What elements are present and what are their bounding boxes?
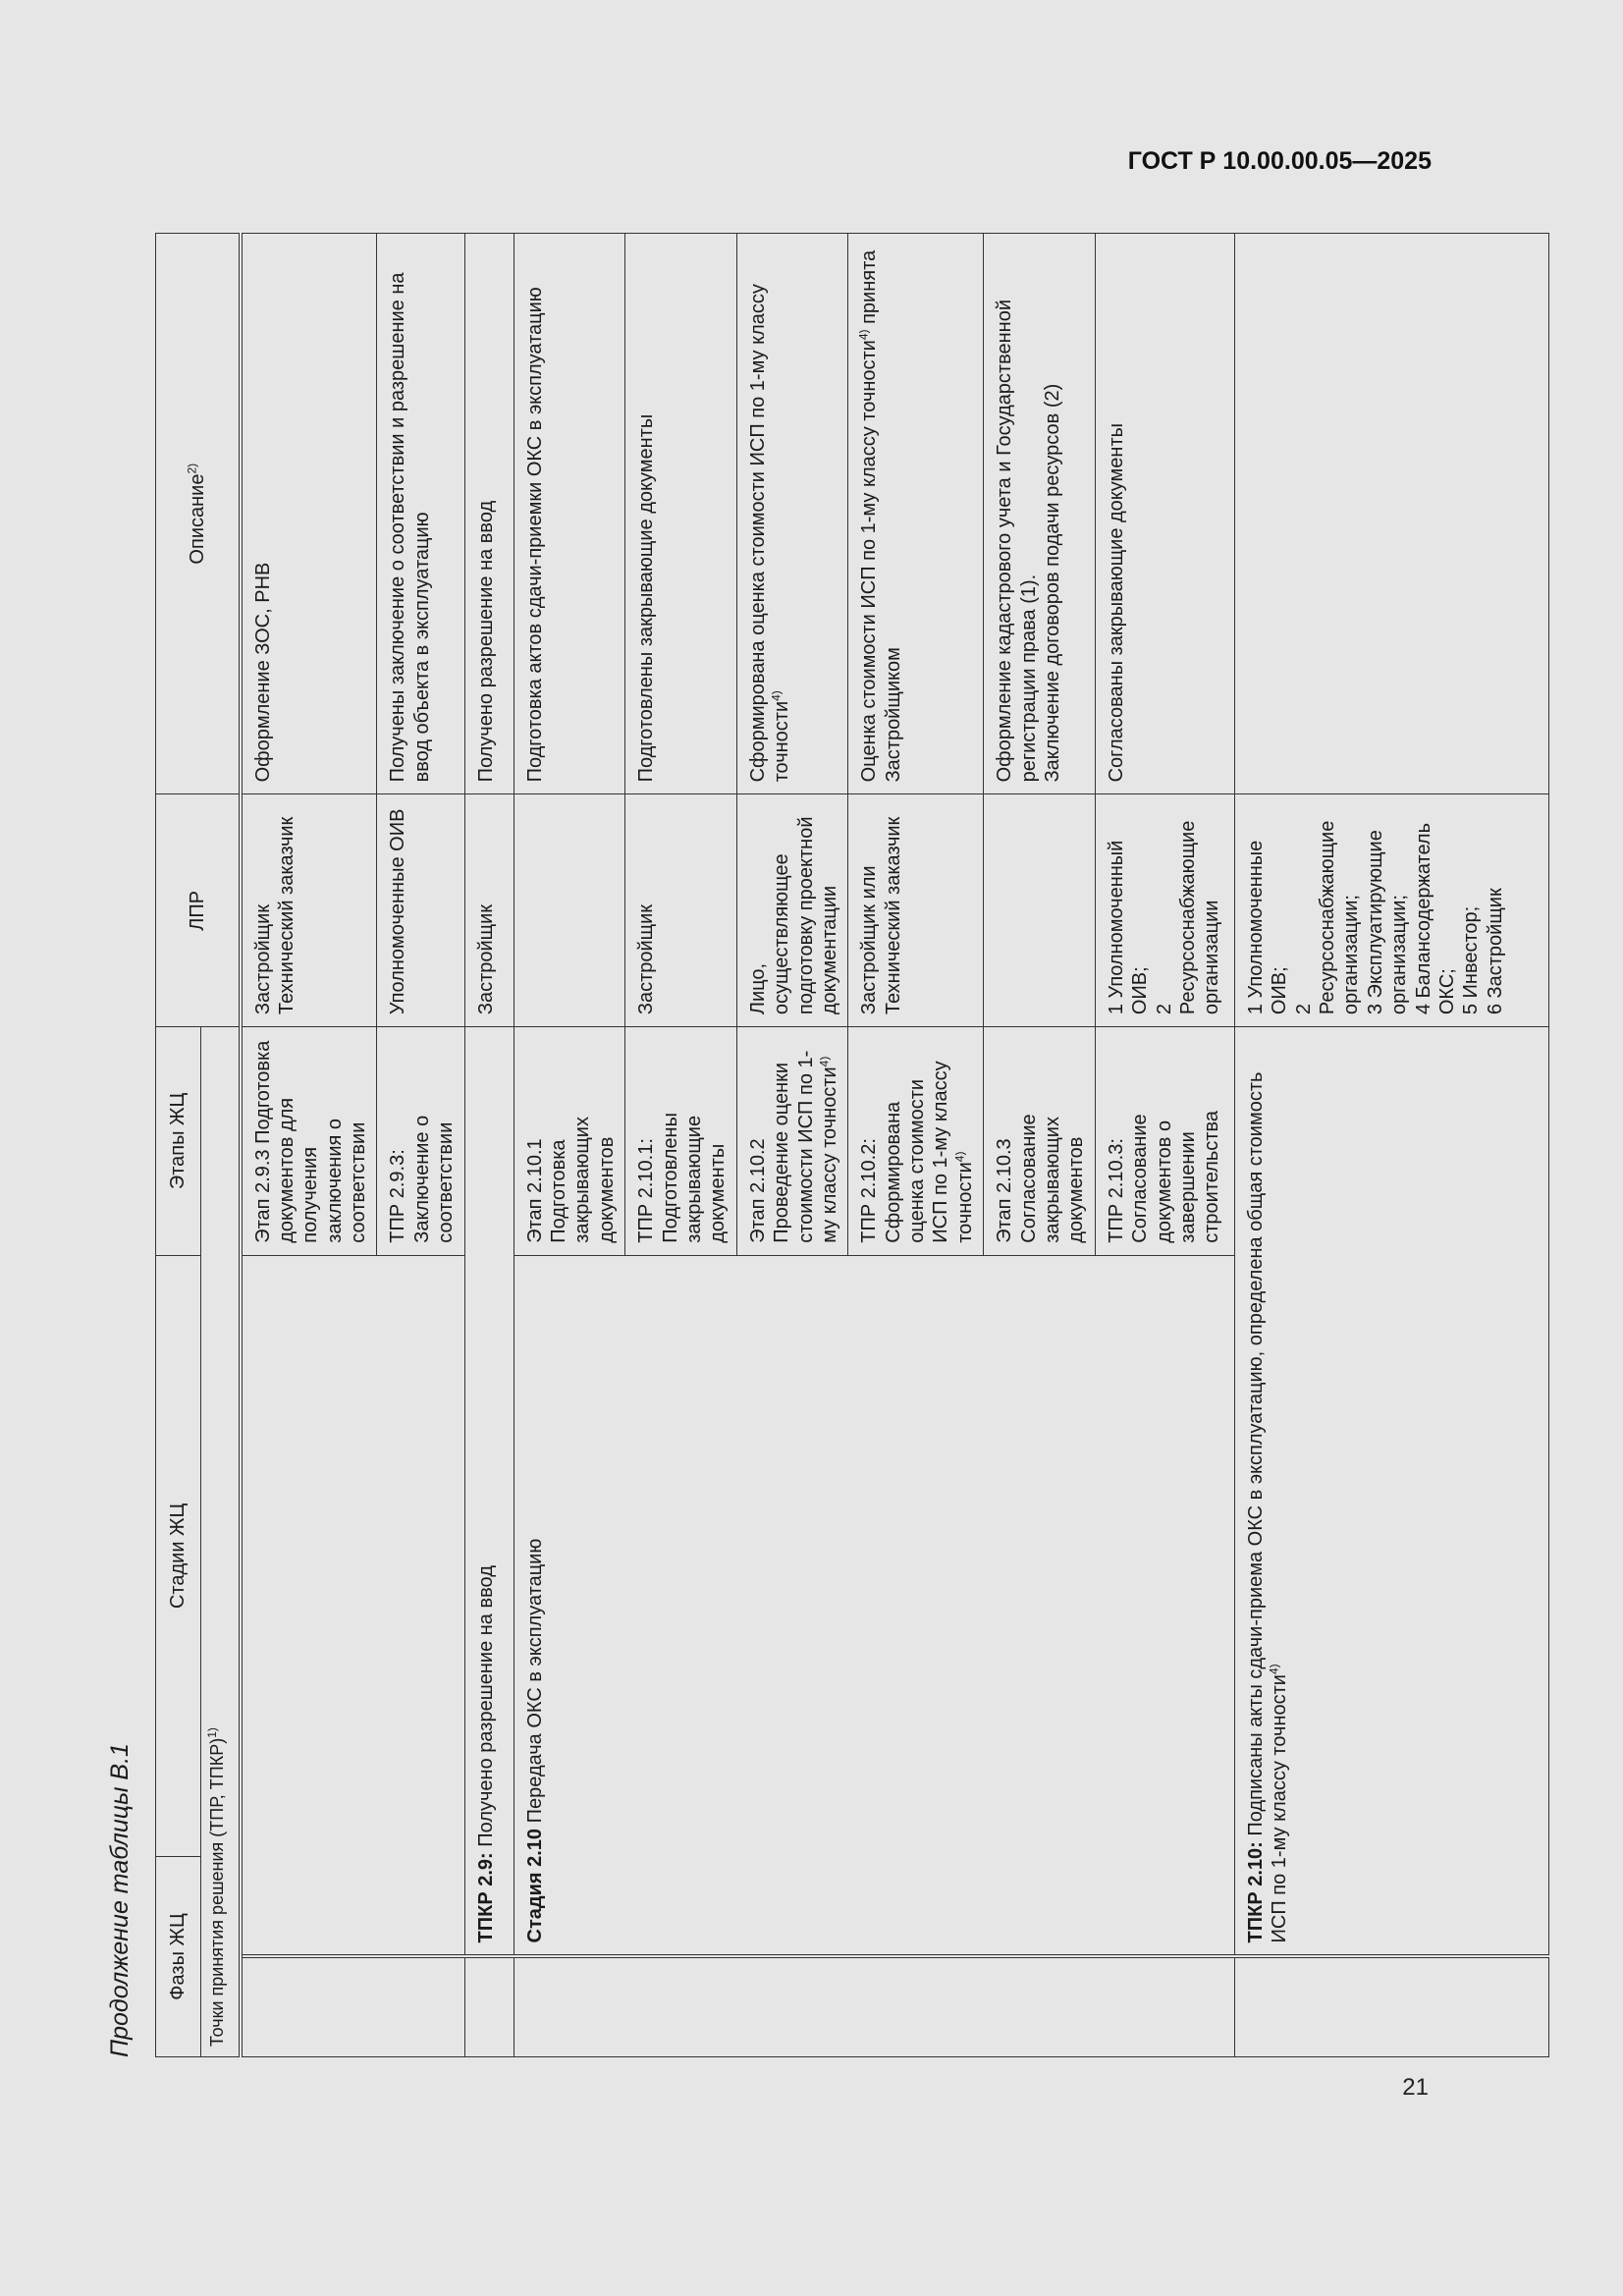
lpr-cell [514,794,625,1027]
lpr-cell: Застройщик [625,794,737,1027]
lifecycle-table [155,233,1506,2057]
decision-points-header: Точки принятия решения (ТПР, ТПКР)$^{1)}$ [201,1027,241,2057]
phase-cell [514,1956,1234,2056]
step-cell: ТПР 2.10.1: Подготовлены закрывающие документы [625,1027,737,1256]
lpr-cell: Застройщик [464,794,514,1027]
tpkr-cell: ТПКР 2.10: Подписаны акты сдачи-приема ОКС в эксплуатацию, определена общая стоимость ИСП по 1-му классу точности$^{4)}$ [1234,1027,1548,1957]
table-row [1234,234,1548,2057]
description-cell: Оформление кадастрового учета и Государственной регистрации права (1). Заключение договоров подачи ресурсов (2) [984,234,1096,794]
header-row [156,234,201,2057]
lpr-cell: Застройщик или Технический заказчик [848,794,984,1027]
stage-cell: Стадия 2.10 Передача ОКС в эксплуатацию [514,1255,1234,1956]
description-cell: Оценка стоимости ИСП по 1-му классу точности$^{4)}$ принята Застройщиком [848,234,984,794]
step-cell: Этап 2.10.1 Подготовка закрывающих документов [514,1027,625,1256]
table-row [241,234,377,2057]
description-cell: Подготовка актов сдачи-приемки ОКС в эксплуатацию [514,234,625,794]
step-cell: Этап 2.9.3 Подготовка документов для получения заключения о соответствии [241,1027,377,1256]
description-cell: Получены заключение о соответствии и разрешение на ввод объекта в эксплуатацию [377,234,464,794]
lpr-cell: 1 Уполномоченные ОИВ; 2 Ресурсоснабжающие организации; 3 Эксплуатирующие организации; 4 Балансодержатель ОКС; 5 Инвестор; 6 Застройщик [1234,794,1548,1027]
table-row [464,234,514,2057]
continuation-label: Продолжение таблицы В.1 [106,1743,134,2057]
description-cell [1234,234,1548,794]
phase-cell [241,1956,465,2056]
phase-cell [464,1956,514,2056]
description-cell: Согласованы закрывающие документы [1095,234,1234,794]
tpkr-cell: ТПКР 2.9: Получено разрешение на ввод [464,1027,514,1957]
step-cell: ТПР 2.10.3: Согласование документов о завершении строительства [1095,1027,1234,1256]
lpr-cell: Застройщик Технический заказчик [241,794,377,1027]
col-lpr-header: ЛПР [156,794,241,1027]
col-description-header: Описание$^{2)}$ [156,234,241,794]
lpr-cell: Уполномоченные ОИВ [377,794,464,1027]
step-cell: ТПР 2.10.2: Сформирована оценка стоимости ИСП по 1-му классу точности$^{4)}$ [848,1027,984,1256]
phase-cell [1234,1956,1548,2056]
standard-code: ГОСТ Р 10.00.00.05—2025 [1127,147,1432,175]
description-cell: Получено разрешение на ввод [464,234,514,794]
col-steps-header: Этапы ЖЦ [156,1027,201,1256]
step-cell: Этап 2.10.2 Проведение оценки стоимости ИСП по 1-му классу точности$^{4)}$ [736,1027,848,1256]
description-cell: Подготовлены закрывающие документы [625,234,737,794]
step-cell: Этап 2.10.3 Согласование закрывающих документов [984,1027,1096,1256]
col-stages-header: Стадии ЖЦ [156,1255,201,1856]
lpr-cell: 1 Уполномоченный ОИВ; 2 Ресурсоснабжающие организации [1095,794,1234,1027]
stage-cell [241,1255,465,1956]
description-cell: Оформление ЗОС, РНВ [241,234,377,794]
page-number: 21 [1402,2074,1429,2101]
description-cell: Сформирована оценка стоимости ИСП по 1-му классу точности$^{4)}$ [736,234,848,794]
step-cell: ТПР 2.9.3: Заключение о соответствии [377,1027,464,1256]
table-row [514,234,625,2057]
col-phases-header: Фазы ЖЦ [156,1856,201,2056]
lpr-cell: Лицо, осуществляющее подготовку проектной документации [736,794,848,1027]
lpr-cell [984,794,1096,1027]
